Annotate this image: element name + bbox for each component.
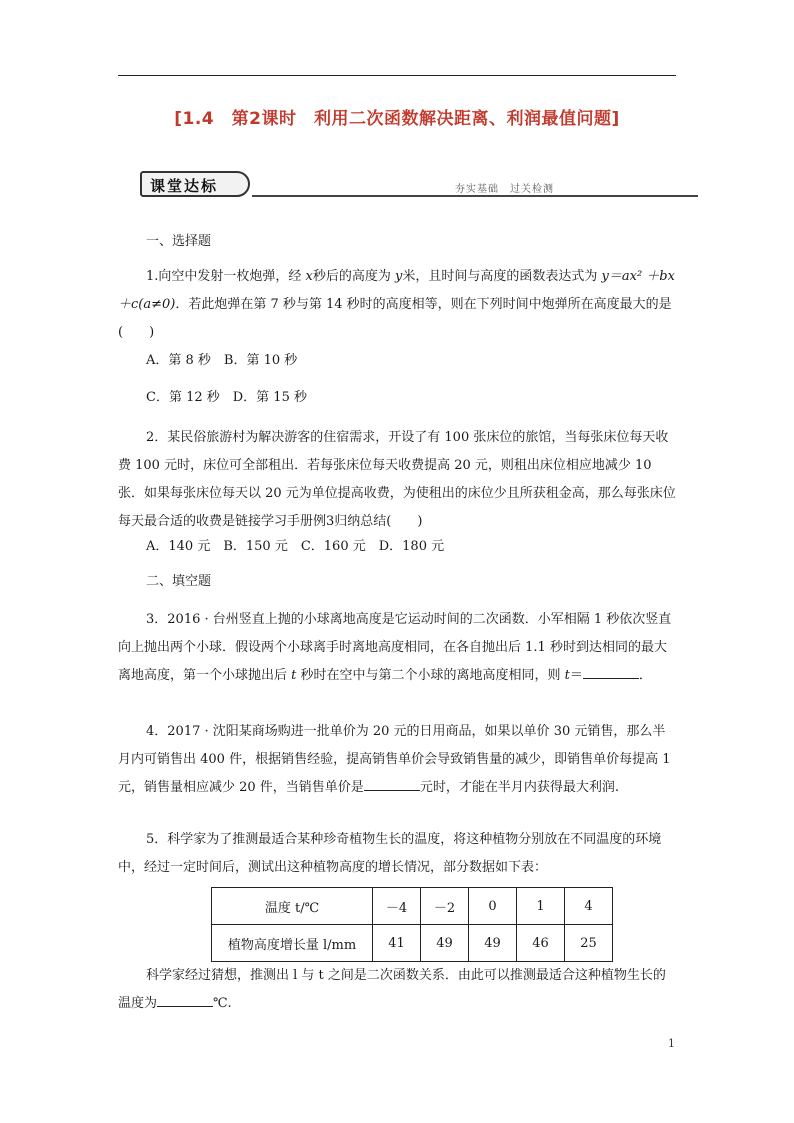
question-5: 5．科学家为了推测最适合某种珍奇植物生长的温度，将这种植物分别放在不同温度的环境中，经过一定时间后，测试出这种植物高度的增长情况，部分数据如下表： — [118, 832, 662, 875]
table-cell: 25 — [565, 925, 613, 962]
banner-label: 课堂达标 — [140, 171, 250, 197]
question-1-options-ab: A．第 8 秒 B．第 10 秒 — [146, 353, 298, 368]
table-header-temperature: 温度 t/℃ — [212, 888, 373, 925]
table-row — [212, 888, 613, 925]
answer-blank-q3[interactable] — [583, 662, 639, 679]
table-cell: 41 — [373, 925, 421, 962]
temperature-growth-table — [211, 887, 613, 962]
page-number: 1 — [668, 1037, 675, 1050]
section-heading-choice: 一、选择题 — [146, 234, 212, 249]
question-3: 3．2016 · 台州竖直上抛的小球离地高度是它运动时间的二次函数．小军相隔 1 秒依次竖直向上抛出两个小球．假设两个小球离手时离地高度相同，在各自抛出后 1.1 秒时到达相同的最大离地高度，第一个小球抛出后 t 秒时在空中与第二个小球的离地高度相同，则 t＝ ． — [118, 612, 672, 683]
question-4: 4．2017 · 沈阳某商场购进一批单价为 20 元的日用商品，如果以单价 30 元销售，那么半月内可销售出 400 件，根据销售经验，提高销售单价会导致销售量的减少，即销售单价每提高 1 元，销售量相应减少 20 件，当销售单价是 元时，才能在半月内获得最大利润. — [118, 724, 671, 795]
table-cell: 49 — [469, 925, 517, 962]
answer-blank-q4[interactable] — [364, 774, 420, 791]
question-2-options: A．140 元 B．150 元 C．160 元 D．180 元 — [146, 539, 445, 554]
question-2: 2．某民俗旅游村为解决游客的住宿需求，开设了有 100 张床位的旅馆，当每张床位每天收费 100 元时，床位可全部租出．若每张床位每天收费提高 20 元，则租出床位相应地减少 10 张．如果每张床位每天以 20 元为单位提高收费，为使租出的床位少且所获租金高，那么每张床位每天最合适的收费是链接学习手册例3归纳总结( ) — [118, 430, 676, 529]
table-cell: 49 — [421, 925, 469, 962]
table-cell: 4 — [565, 888, 613, 925]
table-header-growth: 植物高度增长量 l/mm — [212, 925, 373, 962]
question-1-options-cd: C．第 12 秒 D．第 15 秒 — [146, 390, 307, 405]
table-cell: 46 — [517, 925, 565, 962]
question-1: 1.向空中发射一枚炮弹，经 x秒后的高度为 y米，且时间与高度的函数表达式为 y＝ax² ＋bx＋c(a≠0)．若此炮弹在第 7 秒与第 14 秒时的高度相等，则在下列时间中炮弹所在高度最大的是( ) — [118, 269, 675, 340]
table-cell: 0 — [469, 888, 517, 925]
table-cell: －4 — [373, 888, 421, 925]
question-5-conclusion: 科学家经过猜想，推测出 l 与 t 之间是二次函数关系．由此可以推测最适合这种植物生长的温度为 ℃. — [118, 968, 666, 1011]
section-heading-fill: 二、填空题 — [146, 574, 212, 589]
banner-tagline: 夯实基础 过关检测 — [455, 184, 554, 195]
table-cell: －2 — [421, 888, 469, 925]
table-cell: 1 — [517, 888, 565, 925]
header-rule — [118, 75, 676, 76]
banner-rule — [252, 195, 698, 197]
table-row — [212, 925, 613, 962]
section-banner — [140, 171, 560, 201]
answer-blank-q5[interactable] — [157, 990, 213, 1007]
lesson-title: [1.4 第2课时 利用二次函数解决距离、利润最值问题] — [174, 109, 620, 129]
